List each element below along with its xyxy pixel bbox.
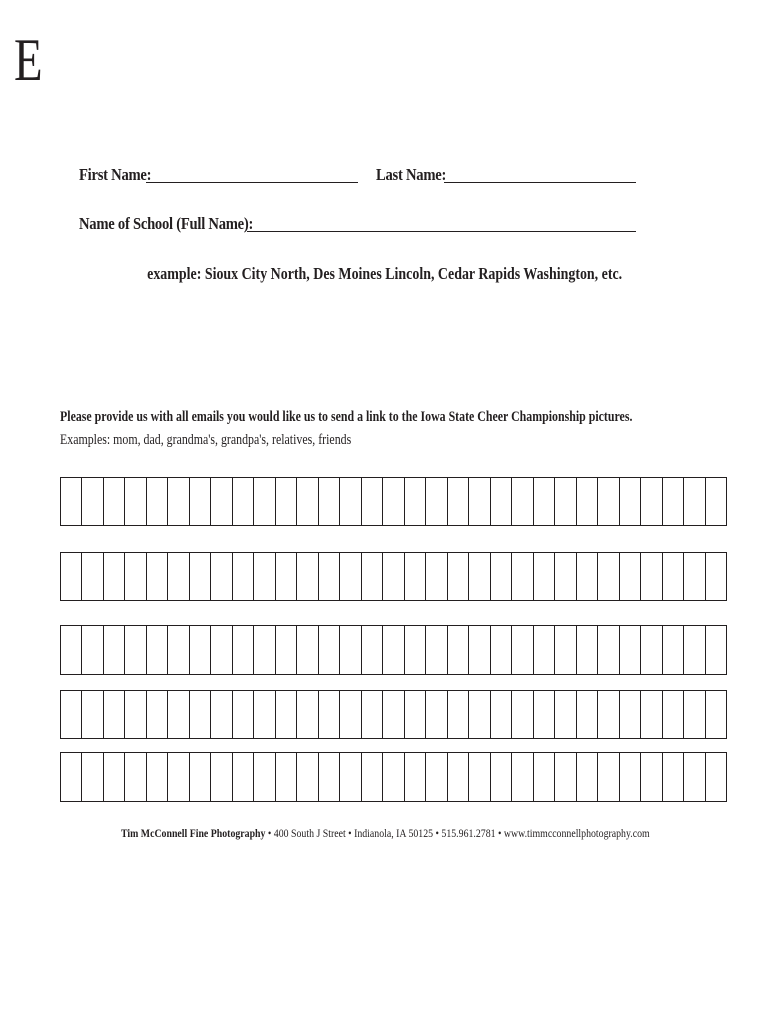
email-letter-box[interactable]	[684, 553, 705, 600]
email-box-row-5	[60, 752, 727, 802]
email-letter-box[interactable]	[82, 478, 103, 525]
email-letter-box[interactable]	[555, 691, 576, 738]
email-letter-box[interactable]	[125, 478, 146, 525]
email-letter-box[interactable]	[61, 753, 82, 801]
email-letter-box[interactable]	[104, 553, 125, 600]
email-letter-box[interactable]	[82, 691, 103, 738]
email-letter-box[interactable]	[233, 753, 254, 801]
email-letter-box[interactable]	[125, 753, 146, 801]
email-letter-box[interactable]	[577, 626, 598, 674]
email-letter-box[interactable]	[448, 553, 469, 600]
email-letter-box[interactable]	[469, 753, 490, 801]
email-letter-box[interactable]	[706, 478, 726, 525]
footer	[0, 826, 770, 841]
email-box-row-4	[60, 690, 727, 739]
email-letter-box[interactable]	[706, 753, 726, 801]
first-name-label: First Name:	[79, 165, 152, 184]
email-box-row-3	[60, 625, 727, 675]
email-letter-box[interactable]	[276, 753, 297, 801]
email-letter-box[interactable]	[469, 553, 490, 600]
email-letter-box[interactable]	[297, 553, 318, 600]
email-letter-box[interactable]	[211, 626, 232, 674]
footer-separator: •	[267, 826, 272, 840]
email-letter-box[interactable]	[104, 626, 125, 674]
email-letter-box[interactable]	[641, 691, 662, 738]
email-letter-box[interactable]	[426, 553, 447, 600]
email-letter-box[interactable]	[297, 478, 318, 525]
footer-separator: •	[347, 826, 352, 840]
email-letter-box[interactable]	[512, 553, 533, 600]
email-letter-box[interactable]	[620, 753, 641, 801]
email-letter-box[interactable]	[598, 626, 619, 674]
email-letter-box[interactable]	[104, 478, 125, 525]
email-letter-box[interactable]	[663, 753, 684, 801]
email-letter-box[interactable]	[362, 691, 383, 738]
email-letter-box[interactable]	[254, 753, 275, 801]
email-letter-box[interactable]	[641, 753, 662, 801]
email-letter-box[interactable]	[491, 553, 512, 600]
email-letter-box[interactable]	[663, 478, 684, 525]
email-letter-box[interactable]	[448, 753, 469, 801]
school-example-label: example: Sioux City North, Des Moines Lincoln, Cedar Rapids Washington, etc.	[147, 264, 623, 283]
email-letter-box[interactable]	[706, 626, 726, 674]
email-letter-box[interactable]	[82, 753, 103, 801]
email-letter-box[interactable]	[233, 626, 254, 674]
email-letter-box[interactable]	[469, 478, 490, 525]
email-letter-box[interactable]	[534, 753, 555, 801]
email-letter-box[interactable]	[297, 691, 318, 738]
email-letter-box[interactable]	[620, 553, 641, 600]
email-letter-box[interactable]	[491, 478, 512, 525]
email-letter-box[interactable]	[190, 553, 211, 600]
email-letter-box[interactable]	[276, 626, 297, 674]
email-letter-box[interactable]	[491, 691, 512, 738]
form-version-letter: E	[14, 27, 43, 93]
email-letter-box[interactable]	[319, 553, 340, 600]
email-letter-box[interactable]	[168, 478, 189, 525]
email-letter-box[interactable]	[405, 478, 426, 525]
email-letter-box[interactable]	[448, 478, 469, 525]
email-letter-box[interactable]	[426, 691, 447, 738]
email-letter-box[interactable]	[276, 691, 297, 738]
email-instruction: Please provide us with all emails you would like us to send a link to the Iowa State Cheer Championship pictures.	[60, 409, 633, 425]
email-letter-box[interactable]	[168, 691, 189, 738]
email-letter-box[interactable]	[448, 691, 469, 738]
email-letter-box[interactable]	[512, 626, 533, 674]
email-letter-box[interactable]	[641, 478, 662, 525]
email-letter-box[interactable]	[211, 691, 232, 738]
email-box-row-1	[60, 477, 727, 526]
footer-separator: •	[435, 826, 439, 840]
email-letter-box[interactable]	[684, 753, 705, 801]
email-letter-box[interactable]	[641, 553, 662, 600]
email-letter-box[interactable]	[405, 753, 426, 801]
email-letter-box[interactable]	[168, 626, 189, 674]
email-letter-box[interactable]	[620, 478, 641, 525]
email-letter-box[interactable]	[82, 553, 103, 600]
email-letter-box[interactable]	[125, 691, 146, 738]
email-letter-box[interactable]	[319, 753, 340, 801]
email-letter-box[interactable]	[663, 553, 684, 600]
email-letter-box[interactable]	[555, 478, 576, 525]
first-name-field[interactable]	[146, 182, 358, 183]
email-letter-box[interactable]	[340, 626, 361, 674]
email-letter-box[interactable]	[491, 626, 512, 674]
email-letter-box[interactable]	[147, 478, 168, 525]
email-letter-box[interactable]	[577, 553, 598, 600]
email-letter-box[interactable]	[233, 553, 254, 600]
email-letter-box[interactable]	[61, 478, 82, 525]
email-letter-box[interactable]	[598, 753, 619, 801]
email-letter-box[interactable]	[706, 553, 726, 600]
email-letter-box[interactable]	[276, 478, 297, 525]
email-letter-box[interactable]	[276, 553, 297, 600]
email-letter-box[interactable]	[383, 691, 404, 738]
email-letter-box[interactable]	[663, 626, 684, 674]
email-letter-box[interactable]	[168, 753, 189, 801]
email-letter-box[interactable]	[340, 553, 361, 600]
footer-address: 400 South J Street	[273, 826, 346, 840]
email-letter-box[interactable]	[598, 553, 619, 600]
school-example-text	[0, 264, 770, 284]
email-letter-box[interactable]	[147, 553, 168, 600]
email-letter-box[interactable]	[577, 691, 598, 738]
email-letter-box[interactable]	[254, 553, 275, 600]
footer-company: Tim McConnell Fine Photography	[120, 826, 266, 840]
school-label: Name of School (Full Name):	[79, 214, 254, 233]
email-letter-box[interactable]	[147, 691, 168, 738]
email-letter-box[interactable]	[147, 626, 168, 674]
email-letter-box[interactable]	[620, 626, 641, 674]
email-letter-box[interactable]	[383, 626, 404, 674]
email-letter-box[interactable]	[254, 691, 275, 738]
email-letter-box[interactable]	[61, 691, 82, 738]
email-letter-box[interactable]	[190, 691, 211, 738]
email-letter-box[interactable]	[534, 478, 555, 525]
email-letter-box[interactable]	[426, 626, 447, 674]
email-letter-box[interactable]	[469, 626, 490, 674]
email-letter-box[interactable]	[383, 753, 404, 801]
footer-phone: 515.961.2781	[441, 826, 496, 840]
email-letter-box[interactable]	[190, 626, 211, 674]
email-letter-box[interactable]	[534, 691, 555, 738]
email-box-row-2	[60, 552, 727, 601]
email-letter-box[interactable]	[383, 478, 404, 525]
email-letter-box[interactable]	[61, 553, 82, 600]
email-letter-box[interactable]	[491, 753, 512, 801]
email-letter-box[interactable]	[684, 691, 705, 738]
email-letter-box[interactable]	[555, 626, 576, 674]
email-letter-box[interactable]	[426, 753, 447, 801]
email-letter-box[interactable]	[254, 478, 275, 525]
email-letter-box[interactable]	[319, 478, 340, 525]
email-letter-box[interactable]	[340, 753, 361, 801]
email-letter-box[interactable]	[362, 478, 383, 525]
email-letter-box[interactable]	[534, 626, 555, 674]
email-letter-box[interactable]	[448, 626, 469, 674]
email-letter-box[interactable]	[168, 553, 189, 600]
email-letter-box[interactable]	[319, 626, 340, 674]
email-letter-box[interactable]	[383, 553, 404, 600]
email-letter-box[interactable]	[405, 626, 426, 674]
email-letter-box[interactable]	[233, 478, 254, 525]
email-letter-box[interactable]	[319, 691, 340, 738]
email-letter-box[interactable]	[598, 691, 619, 738]
email-letter-box[interactable]	[190, 478, 211, 525]
email-letter-box[interactable]	[405, 691, 426, 738]
email-letter-box[interactable]	[684, 626, 705, 674]
email-letter-box[interactable]	[663, 691, 684, 738]
email-letter-box[interactable]	[211, 553, 232, 600]
email-letter-box[interactable]	[577, 478, 598, 525]
email-letter-box[interactable]	[211, 478, 232, 525]
email-letter-box[interactable]	[684, 478, 705, 525]
email-letter-box[interactable]	[125, 553, 146, 600]
email-letter-box[interactable]	[340, 691, 361, 738]
email-letter-box[interactable]	[190, 753, 211, 801]
email-letter-box[interactable]	[598, 478, 619, 525]
email-letter-box[interactable]	[297, 626, 318, 674]
email-letter-box[interactable]	[254, 626, 275, 674]
email-letter-box[interactable]	[555, 753, 576, 801]
email-letter-box[interactable]	[426, 478, 447, 525]
email-letter-box[interactable]	[555, 553, 576, 600]
email-letter-box[interactable]	[82, 626, 103, 674]
email-letter-box[interactable]	[61, 626, 82, 674]
last-name-field[interactable]	[444, 182, 636, 183]
email-letter-box[interactable]	[620, 691, 641, 738]
email-letter-box[interactable]	[512, 478, 533, 525]
footer-city: Indianola, IA 50125	[353, 826, 433, 840]
email-letter-box[interactable]	[706, 691, 726, 738]
email-letter-box[interactable]	[104, 691, 125, 738]
email-letter-box[interactable]	[147, 753, 168, 801]
email-letter-box[interactable]	[104, 753, 125, 801]
email-letter-box[interactable]	[512, 753, 533, 801]
email-letter-box[interactable]	[534, 553, 555, 600]
email-letter-box[interactable]	[641, 626, 662, 674]
last-name-label: Last Name:	[376, 165, 447, 184]
email-letter-box[interactable]	[125, 626, 146, 674]
email-letter-box[interactable]	[577, 753, 598, 801]
footer-website: www.timmcconnellphotography.com	[503, 826, 650, 840]
email-letter-box[interactable]	[362, 553, 383, 600]
email-letter-box[interactable]	[405, 553, 426, 600]
school-field[interactable]	[247, 231, 636, 232]
email-letter-box[interactable]	[233, 691, 254, 738]
email-letter-box[interactable]	[211, 753, 232, 801]
email-letter-box[interactable]	[340, 478, 361, 525]
email-letter-box[interactable]	[512, 691, 533, 738]
email-letter-box[interactable]	[469, 691, 490, 738]
email-letter-box[interactable]	[362, 626, 383, 674]
email-examples: Examples: mom, dad, grandma's, grandpa's, relatives, friends	[60, 432, 352, 448]
email-letter-box[interactable]	[297, 753, 318, 801]
footer-separator: •	[497, 826, 502, 840]
email-letter-box[interactable]	[362, 753, 383, 801]
